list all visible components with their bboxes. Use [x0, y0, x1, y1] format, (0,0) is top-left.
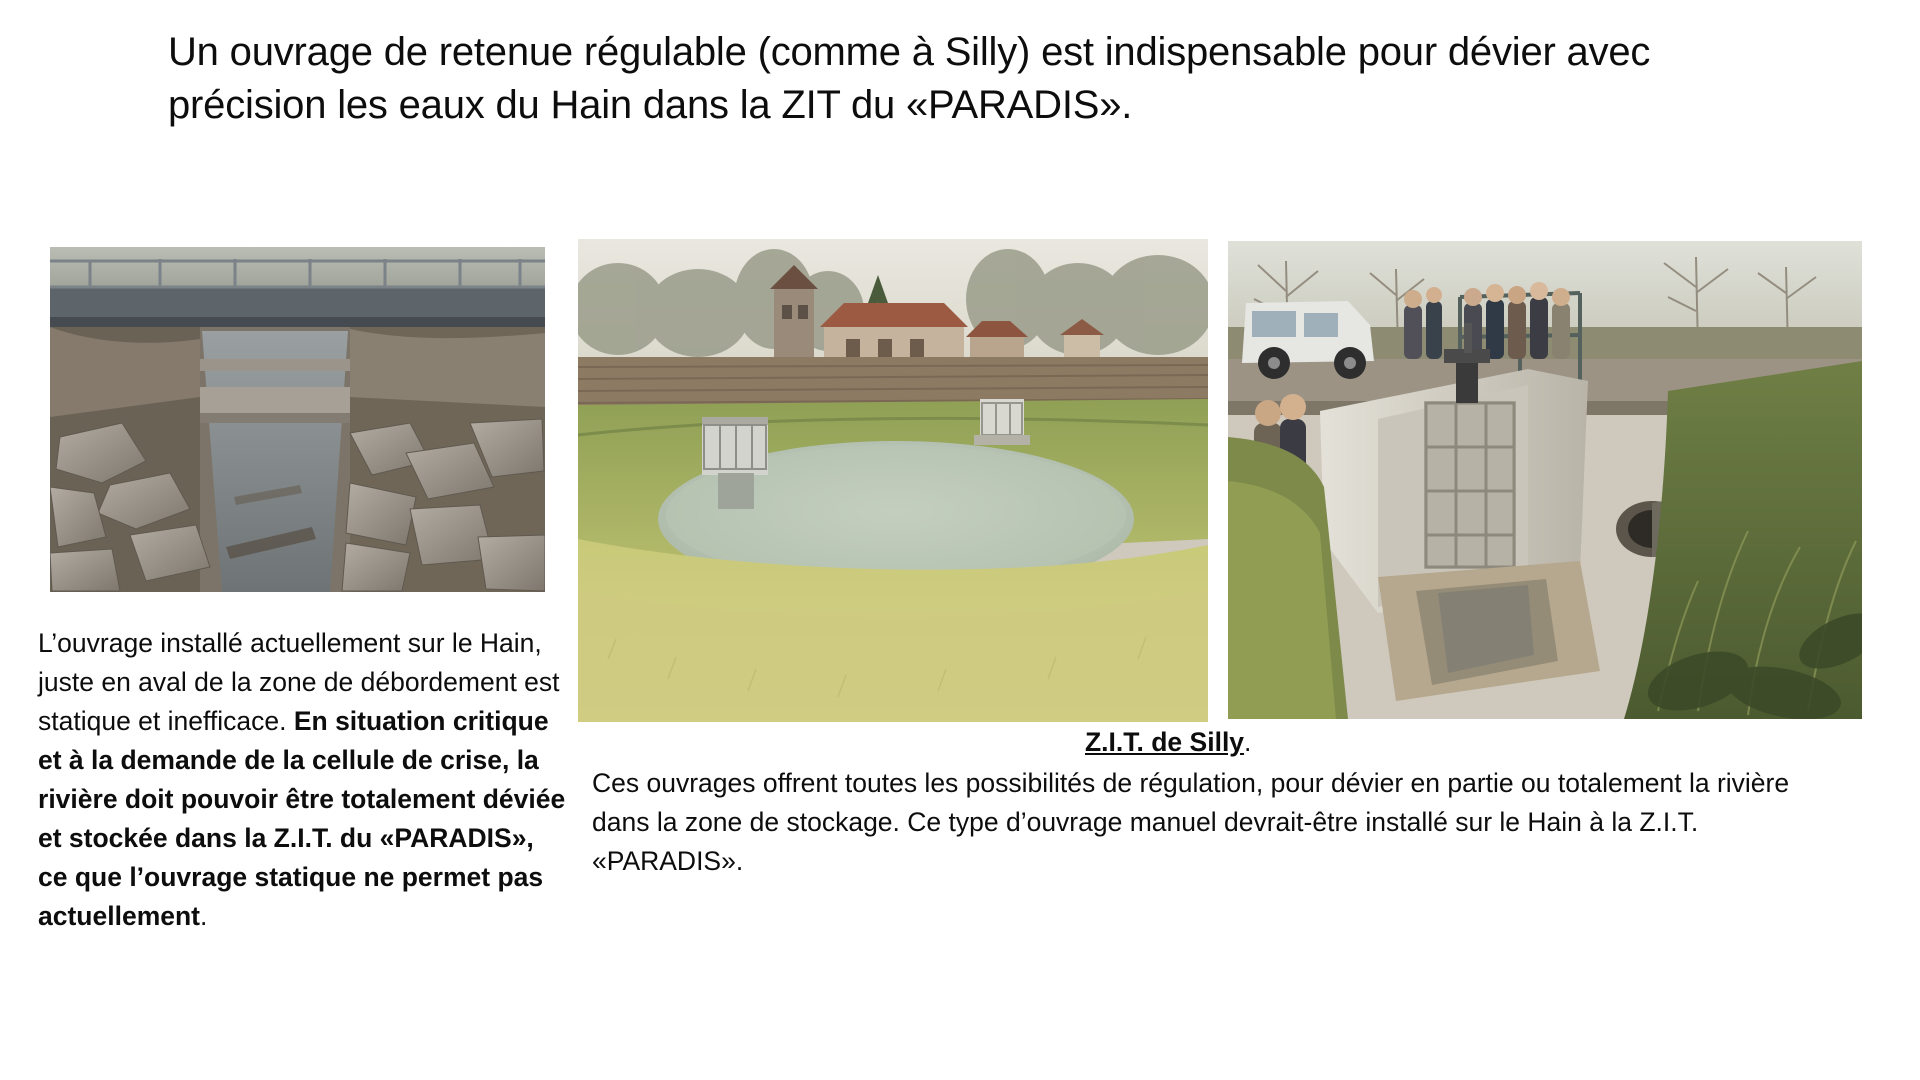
caption-left-normal-2: . — [200, 900, 208, 931]
caption-right-body: Ces ouvrages offrent toutes les possibilités de régulation, pour dévier en partie ou totalement la rivière dans la zone de stockage. Ce type d’ouvrage manuel devrait-être installé sur le Hain à la Z.I.T. «PARADIS». — [592, 768, 1790, 876]
caption-left-normal-1: L’ouvrage installé actuellement sur le Hain, juste en aval de la zone de débordement est statique et inefficace. — [38, 628, 560, 736]
caption-right-heading — [1085, 724, 1545, 761]
photo-right-graphic — [1228, 241, 1862, 719]
caption-left — [38, 624, 568, 936]
photo-middle-graphic — [578, 239, 1208, 722]
caption-left-bold-1: En situation critique et à la demande de la cellule de crise, la rivière doit pouvoir être totalement déviée et stockée dans la Z.I.T. du «PARADIS», ce que l’ouvrage statique ne permet pas actuellement — [38, 705, 566, 931]
photo-hain-static-structure — [50, 247, 545, 592]
photo-manual-regulation-structure — [1228, 241, 1862, 719]
photo-left-graphic — [50, 247, 545, 592]
photo-zit-silly-basin — [578, 239, 1208, 722]
slide-title: Un ouvrage de retenue régulable (comme à Silly) est indispensable pour dévier avec précision les eaux du Hain dans la ZIT du «PARADIS». — [168, 30, 1651, 127]
caption-right-heading-suffix: . — [1244, 727, 1252, 757]
caption-right-heading-underlined: Z.I.T. de Silly — [1085, 727, 1245, 757]
